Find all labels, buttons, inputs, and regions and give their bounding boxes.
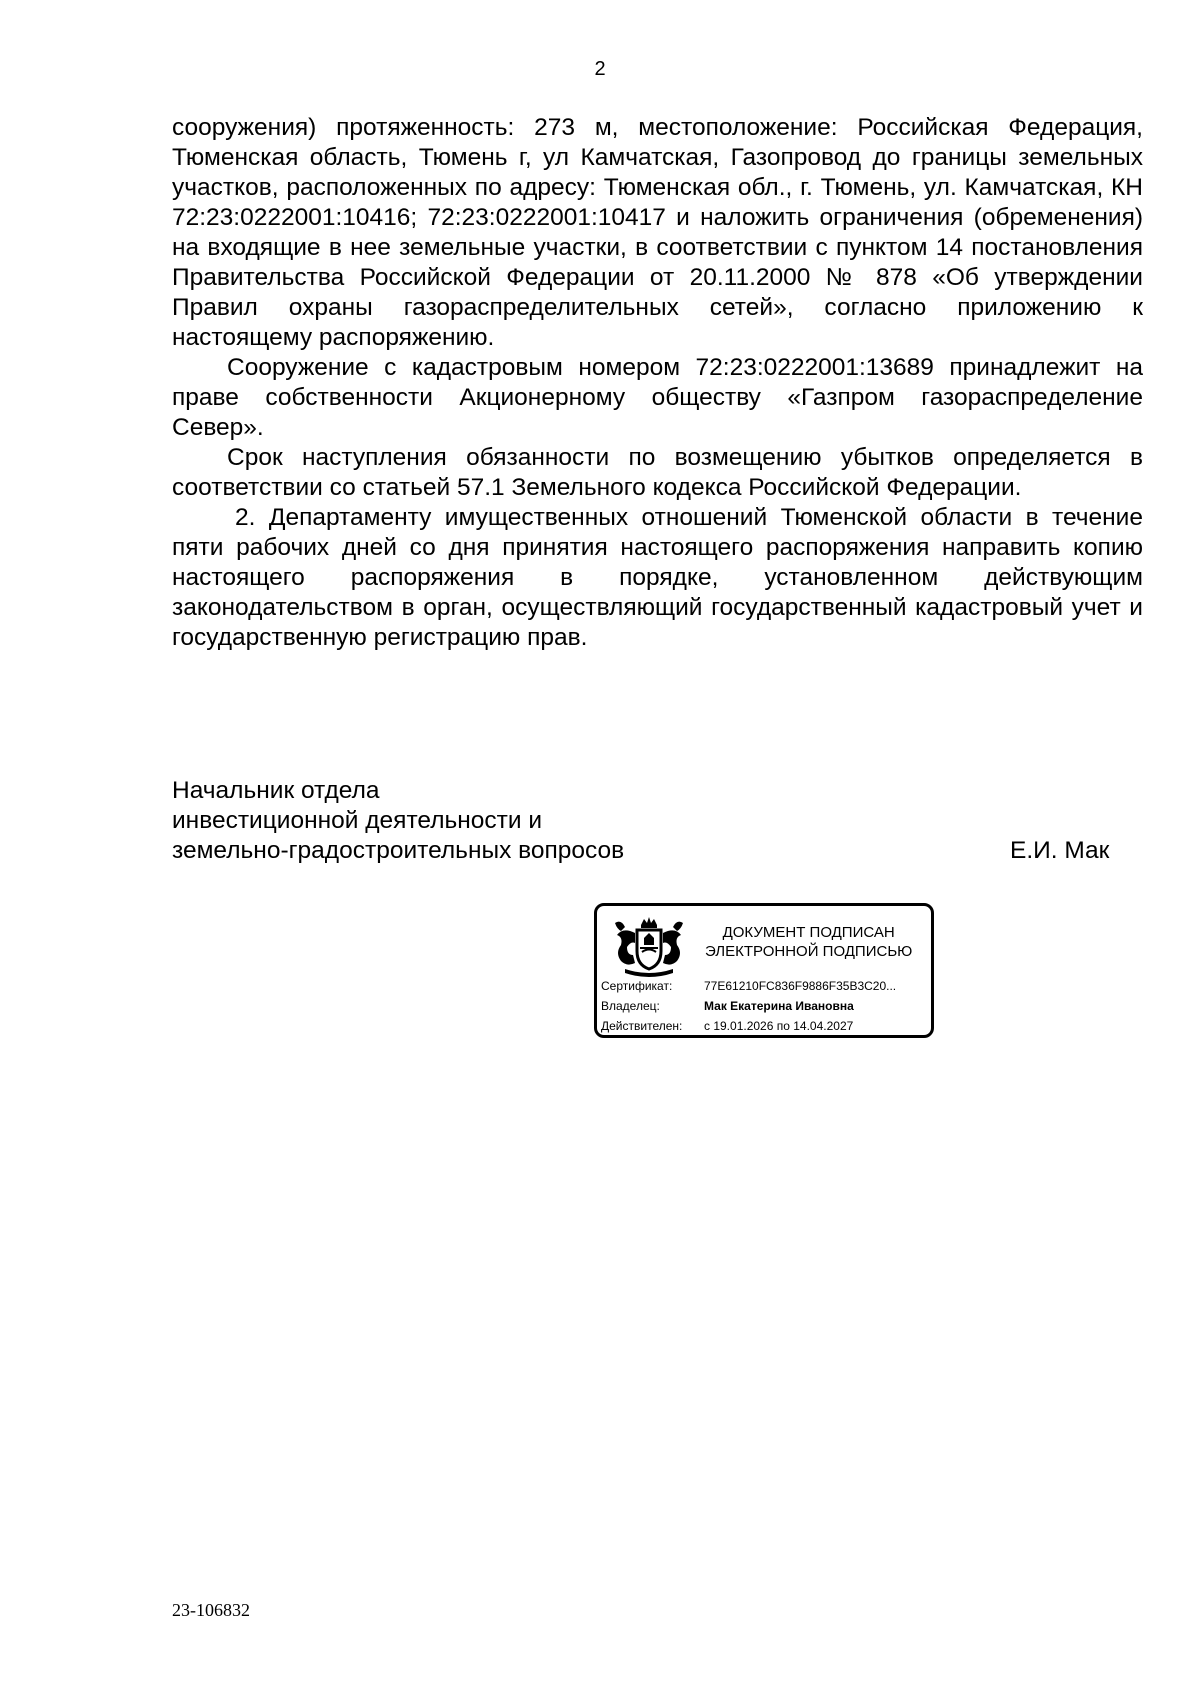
- stamp-title-line-2: ЭЛЕКТРОННОЙ ПОДПИСЬЮ: [705, 943, 913, 960]
- owner-label: Владелец:: [601, 999, 660, 1013]
- signatory-position: [172, 776, 624, 866]
- signatory-position-line-3: земельно-градостроительных вопросов: [172, 837, 625, 864]
- stamp-title-line-1: ДОКУМЕНТ ПОДПИСАН: [722, 924, 895, 941]
- electronic-signature-stamp: [594, 903, 934, 1038]
- certificate-label: Сертификат:: [601, 979, 673, 993]
- paragraph-item-2: 2. Департаменту имущественных отношений Тюменской области в течение пяти рабочих дней со дня принятия настоящего распоряжения направить копию настоящего распоряжения в порядке, установленном действующим законодательством в орган, осуществляющий государственный кадастровый учет и государственную регистрацию прав.: [172, 504, 1143, 651]
- signatory-position-line-2: инвестиционной деятельности и: [172, 807, 543, 834]
- stamp-validity-row: [601, 1016, 896, 1036]
- signatory-position-line-1: Начальник отдела: [172, 777, 380, 804]
- document-id: 23-106832: [172, 1600, 250, 1620]
- stamp-details: [601, 976, 896, 1036]
- valid-value: с 19.01.2026 по 14.04.2027: [704, 1019, 854, 1033]
- owner-value: Мак Екатерина Ивановна: [704, 999, 854, 1013]
- paragraph-ownership: Сооружение с кадастровым номером 72:23:0222001:13689 принадлежит на праве собственности Акционерному обществу «Газпром газораспределение Север».: [172, 354, 1143, 441]
- stamp-certificate-row: [601, 976, 896, 996]
- tyumen-coat-of-arms-icon: [609, 915, 689, 979]
- certificate-value: 77E61210FC836F9886F35B3C20...: [704, 979, 897, 993]
- document-body: [172, 113, 1143, 653]
- stamp-owner-row: [601, 996, 896, 1016]
- valid-label: Действителен:: [601, 1019, 683, 1033]
- paragraph-compensation: Срок наступления обязанности по возмещению убытков определяется в соответствии со статьей 57.1 Земельного кодекса Российской Федерации.: [172, 444, 1143, 501]
- paragraph-continuation: сооружения) протяженность: 273 м, местоположение: Российская Федерация, Тюменская область, Тюмень г, ул Камчатская, Газопровод до границы земельных участков, расположенных по адресу: Тюменская обл., г. Тюмень, ул. Камчатская, КН 72:23:0222001:10416; 72:23:0222001:10417 и наложить ограничения (обременения) на входящие в нее земельные участки, в соответствии с пунктом 14 постановления Правительства Российской Федерации от 20.11.2000 № 878 «Об утверждении Правил охраны газораспределительных сетей», согласно приложению к настоящему распоряжению.: [172, 114, 1143, 351]
- stamp-title: [705, 923, 912, 961]
- signatory-name: Е.И. Мак: [1010, 837, 1110, 864]
- page-number: 2: [594, 58, 606, 80]
